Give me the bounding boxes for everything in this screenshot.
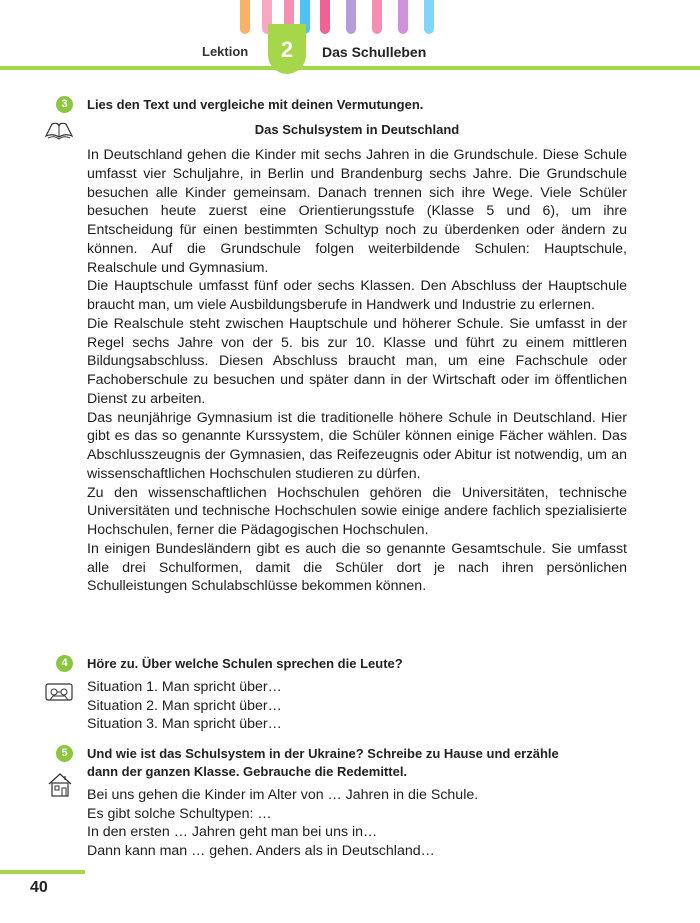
- article-paragraph: In einigen Bundesländern gibt es auch die so genannte Gesamtschule. Sie umfasst alle drei Schulformen, damit die Schüler dort je nach ihren persönlichen Schulleistungen Schulabschlüsse bekommen können.: [87, 540, 627, 595]
- house-icon: [46, 771, 74, 799]
- phrase-line: Es gibt solche Schultypen: …: [87, 805, 272, 822]
- color-tab: [424, 0, 434, 34]
- page-number: 40: [30, 879, 48, 896]
- phrase-line: Bei uns gehen die Kinder im Alter von … Jahren in die Schule.: [87, 787, 479, 803]
- article-paragraph: Das neunjährige Gymnasium ist die traditionelle höhere Schule in Deutschland. Hier gibt es das so genannte Kurssystem, die Schüler können einige Fächer wählen. Das Abschlusszeugnis der Gymnasien, das Reifezeugnis oder Abitur ist notwendig, um an wissenschaftlichen Hochschulen studieren zu dürfen.: [87, 409, 627, 482]
- article-title: Das Schulsystem in Deutschland: [254, 122, 460, 137]
- task-number-3: 3: [56, 96, 73, 113]
- task4-situations: [87, 678, 282, 734]
- task-number-4: 4: [56, 655, 73, 672]
- color-tab: [320, 0, 330, 34]
- task5-instruction-line1: Und wie ist das Schulsystem in der Ukraine? Schreibe zu Hause und erzähle: [87, 746, 559, 761]
- task5-phrases: [87, 786, 478, 860]
- article-body: [87, 146, 627, 596]
- phrase-line: In den ersten … Jahren geht man bei uns in…: [87, 824, 378, 841]
- task5-instruction-line2: dann der ganzen Klasse. Gebrauche die Redemittel.: [87, 764, 408, 779]
- color-tab: [240, 0, 250, 34]
- situation-line: Situation 1. Man spricht über…: [87, 679, 282, 695]
- color-tab: [346, 0, 356, 34]
- lesson-number-badge: 2: [268, 24, 306, 74]
- color-tabs-decoration: [0, 0, 700, 50]
- situation-line: Situation 2. Man spricht über…: [87, 697, 282, 714]
- cassette-icon: [44, 681, 74, 703]
- book-icon: [44, 120, 74, 140]
- task3-instruction: Lies den Text und vergleiche mit deinen Vermutungen.: [87, 97, 424, 112]
- situation-line: Situation 3. Man spricht über…: [87, 716, 282, 733]
- lesson-title: Das Schulleben: [322, 44, 427, 60]
- lektion-label: Lektion: [202, 44, 249, 59]
- phrase-line: Dann kann man … gehen. Anders als in Deutschland…: [87, 842, 435, 859]
- footer-divider: [0, 870, 85, 874]
- article-paragraph: In Deutschland gehen die Kinder mit sechs Jahren in die Grundschule. Diese Schule umfasst vier Schuljahre, in Berlin und Brandenburg sechs Jahre. Die Grundschule besuchen alle Kinder gemeinsam. Danach trennen sich ihre Wege. Viele Schüler besuchen heute zuerst eine Orientierungsstufe (Klasse 5 und 6), um ihre Entscheidung für einen bestimmten Schultyp noch zu überdenken oder ändern zu können. Auf die Grundschule folgen weiterbildende Schulen: Hauptschule, Realschule und Gymnasium.: [87, 147, 627, 276]
- article-paragraph: Die Realschule steht zwischen Hauptschule und höherer Schule. Sie umfasst in der Regel sechs Jahre von der 5. bis zur 10. Klasse und führt zu einem mittleren Bildungsabschluss. Diesen Abschluss braucht man, um eine Fachschule oder Fachoberschule zu besuchen und später dann in der Wirtschaft oder im öffentlichen Dienst zu arbeiten.: [87, 315, 627, 407]
- task-number-5: 5: [56, 745, 73, 762]
- header-divider: [0, 66, 700, 70]
- task4-instruction: Höre zu. Über welche Schulen sprechen die Leute?: [87, 656, 403, 671]
- article-paragraph: Die Hauptschule umfasst fünf oder sechs Klassen. Den Abschluss der Hauptschule braucht man, um viele Ausbildungsberufe in Handwerk und Industrie zu erlernen.: [87, 278, 627, 313]
- color-tab: [398, 0, 408, 34]
- color-tab: [372, 0, 382, 34]
- article-paragraph: Zu den wissenschaftlichen Hochschulen gehören die Universitäten, technische Universitäten und technische Hochschulen sowie einige andere fachlich spezialisierte Hochschulen, ferner die Pädagogischen Hochschulen.: [87, 484, 627, 538]
